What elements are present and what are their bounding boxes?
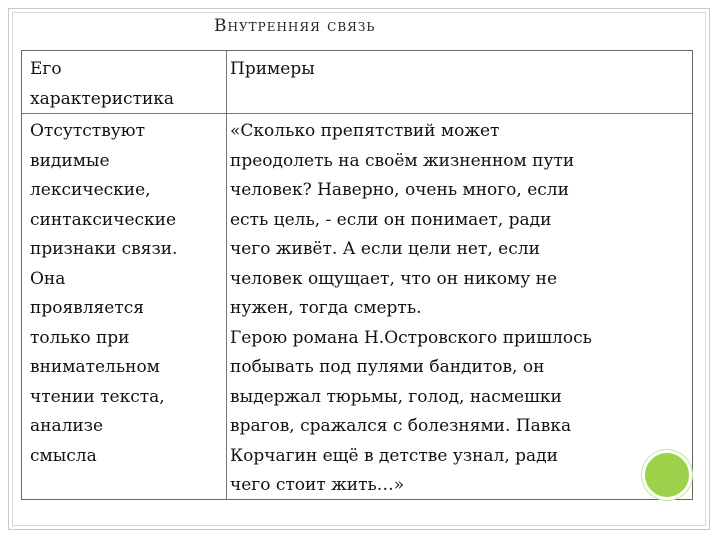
decorative-green-circle (642, 450, 692, 500)
slide-title: Внутренняя связь (214, 16, 376, 36)
header-examples: Примеры (230, 59, 315, 79)
header-characteristic: Его характеристика (30, 59, 175, 109)
examples-cell: «Сколько препятствий может преодолеть на своём жизненном пути человек? Наверно, очень много, если есть цель, - если он понимает, ради чего живёт. А если цели нет, если человек ощущает, что он никому не нужен, тогда смерть. Герою романа Н.Островского пришлось побывать под пулями бандитов, он выдержал тюрьмы, голод, насмешки врагов, сражался с болезнями. Павка Корчагин ещё в детстве узнал, ради чего стоит жить…» (230, 121, 592, 495)
characteristic-cell: Отсутствуют видимые лексические, синтаксические признаки связи. Она проявляется только при внимательном чтении текста, анализе смысла (30, 121, 178, 466)
comparison-table (21, 50, 693, 500)
